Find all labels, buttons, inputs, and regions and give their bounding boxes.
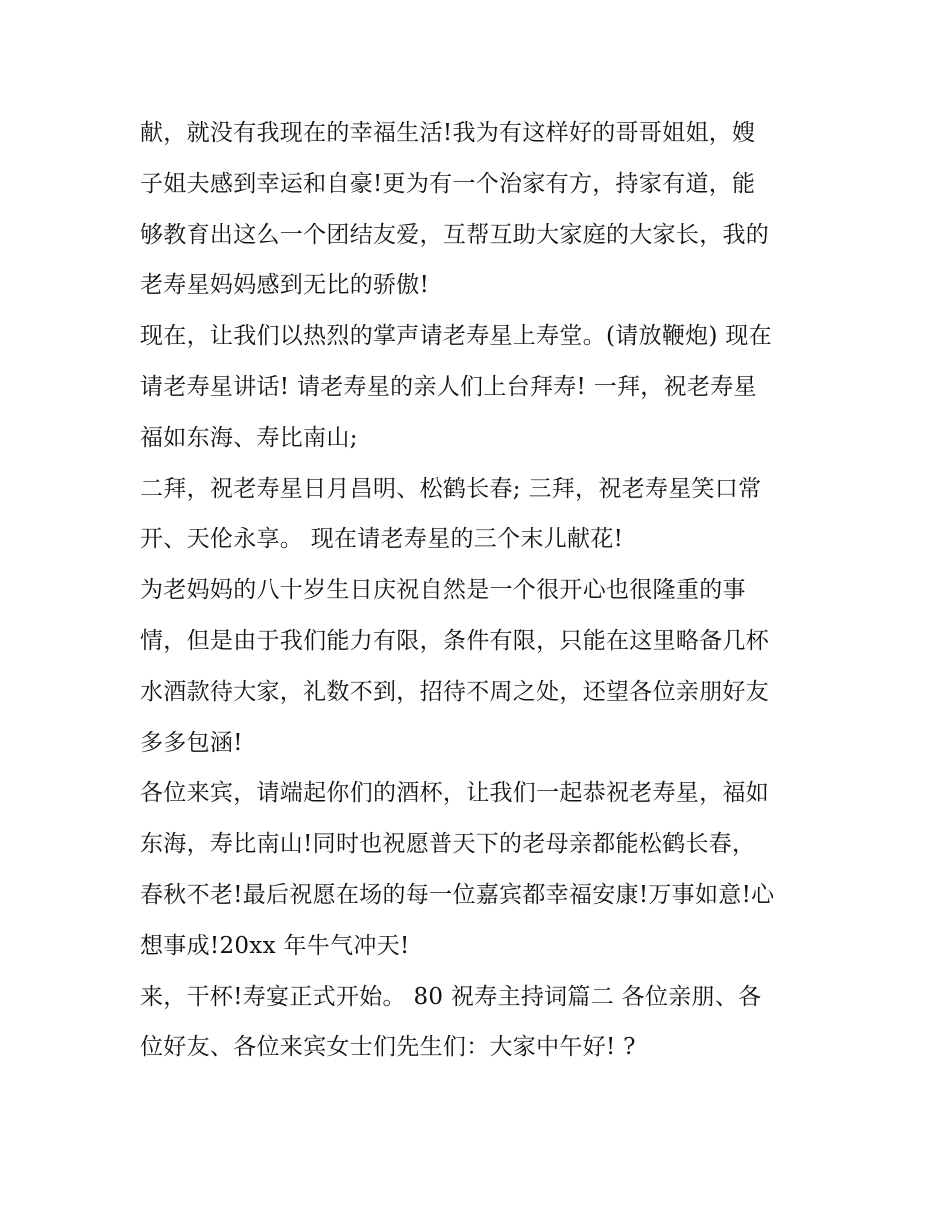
text-line: 多多包涵! — [140, 729, 243, 756]
text-line: 想事成!20xx 年牛气冲天! — [140, 932, 410, 959]
text-line: 位好友、各位来宾女士们先生们：大家中午好! ? — [140, 1034, 636, 1061]
text-line: 来，干杯!寿宴正式开始。 80 祝寿主持词篇二 各位亲朋、各 — [140, 983, 762, 1010]
text-line: 情，但是由于我们能力有限，条件有限，只能在这里略备几杯 — [140, 627, 770, 654]
text-line: 献，就没有我现在的幸福生活!我为有这样好的哥哥姐姐，嫂 — [140, 120, 756, 146]
text-line: 福如东海、寿比南山; — [140, 424, 358, 451]
text-line: 开、天伦永享。 现在请老寿星的三个末儿献花! — [140, 526, 624, 553]
text-line: 水酒款待大家，礼数不到，招待不周之处，还望各位亲朋好友 — [140, 678, 770, 705]
text-line: 现在，让我们以热烈的掌声请老寿星上寿堂。(请放鞭炮) 现在 — [140, 323, 772, 350]
body-text — [140, 108, 830, 1073]
text-line: 够教育出这么一个团结友爱，互帮互助大家庭的大家长，我的 — [140, 221, 770, 248]
text-line: 各位来宾，请端起你们的酒杯，让我们一起恭祝老寿星，福如 — [140, 780, 770, 807]
text-line: 为老妈妈的八十岁生日庆祝自然是一个很开心也很隆重的事 — [140, 577, 746, 604]
text-line: 春秋不老!最后祝愿在场的每一位嘉宾都幸福安康!万事如意!心 — [140, 881, 775, 908]
text-line: 东海，寿比南山!同时也祝愿普天下的老母亲都能松鹤长春， — [140, 831, 756, 858]
text-line: 子姐夫感到幸运和自豪!更为有一个治家有方，持家有道，能 — [140, 170, 756, 197]
text-line: 请老寿星讲话! 请老寿星的亲人们上台拜寿! 一拜，祝老寿星 — [140, 373, 757, 400]
text-line: 老寿星妈妈感到无比的骄傲! — [140, 272, 430, 299]
text-line: 二拜，祝老寿星日月昌明、松鹤长春; 三拜，祝老寿星笑口常 — [140, 475, 762, 502]
